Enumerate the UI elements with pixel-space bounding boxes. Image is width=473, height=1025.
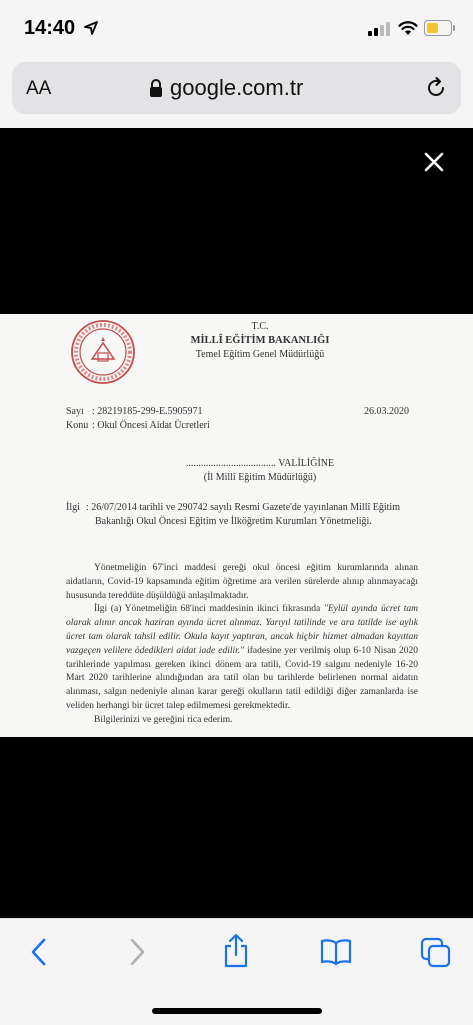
paragraph-3: Bilgilerinizi ve gereğini rica ederim. bbox=[94, 714, 233, 725]
paragraph-2-start: İlgi (a) Yönetmeliğin 68'inci maddesinin ikinci fıkrasında bbox=[94, 604, 324, 615]
recipient-subline: (İl Millî Eğitim Müdürlüğü) bbox=[203, 472, 317, 483]
bookmarks-icon[interactable] bbox=[320, 937, 352, 967]
image-viewer bbox=[0, 128, 473, 918]
browser-address-area bbox=[0, 58, 473, 128]
battery-icon bbox=[424, 20, 452, 36]
ilgi-line1: : 26/07/2014 tarihli ve 290742 sayılı Resmi Gazete'de yayınlanan Millî Eğitim bbox=[86, 502, 400, 513]
close-icon[interactable] bbox=[424, 152, 444, 172]
back-chevron-icon[interactable] bbox=[28, 937, 50, 967]
document-date: 26.03.2020 bbox=[364, 406, 409, 417]
cellular-signal-icon bbox=[368, 22, 392, 36]
bottom-toolbar bbox=[0, 918, 473, 1025]
paragraph-2-end: ifadesine yer verilmiş olup 6-10 Nisan 2020 tarihlerinde yapılması gereken ikinci dönem ara tatili, Covid-19 salgını nedeniyle 16-20 Mart 2020 tarihlerine alındığından ara tatil olan bu tarihlerde belirlenen normal aidatın alınması, salgın nedeniyle alınan karar gereği okulların tatil edildiği diğer zamanlarda ise veliden herhangi bir ücret talep edilmemesi gerekmektedir. bbox=[66, 645, 418, 711]
sayi-value: : 28219185-299-E.5905971 bbox=[92, 406, 203, 417]
header-line-tc: T.C. bbox=[251, 321, 269, 332]
address-bar[interactable] bbox=[12, 62, 461, 114]
share-icon[interactable] bbox=[222, 933, 250, 969]
location-arrow-icon bbox=[84, 21, 98, 35]
recipient-line: .................................... VALİLİĞİNE bbox=[185, 458, 335, 469]
ilgi-line2: Bakanlığı Okul Öncesi Eğitim ve İlköğretim Kurumları Yönetmeliği. bbox=[95, 516, 372, 527]
document-image bbox=[0, 314, 473, 737]
reload-icon[interactable] bbox=[424, 76, 448, 100]
sayi-label: Sayı bbox=[66, 406, 84, 417]
url-text[interactable]: google.com.tr bbox=[170, 75, 304, 100]
lock-icon bbox=[148, 78, 164, 98]
document-body bbox=[66, 562, 418, 728]
tabs-icon[interactable] bbox=[420, 937, 452, 969]
ilgi-label: İlgi bbox=[66, 502, 80, 513]
header-ministry: MİLLÎ EĞİTİM BAKANLIĞI bbox=[190, 335, 330, 346]
paragraph-2 bbox=[66, 603, 418, 713]
paragraph-2-quote: "Eylül ayında ücret tam olarak alınır ancak haziran ayında ücret alınmaz. Yarıyıl tatilinde ve ara tatilde ise aylık ücret tam olarak tahsil edilir. Okula kayıt yaptıran, ancak hiçbir hizmet almadan kayıttan vazgeçen velilere ödedikleri aidat iade edilir." bbox=[66, 604, 418, 656]
home-indicator bbox=[152, 1008, 322, 1014]
konu-value: : Okul Öncesi Aidat Ücretleri bbox=[92, 420, 210, 431]
paragraph-1: Yönetmeliğin 67'inci maddesi gereği okul öncesi eğitim kurumlarında alınan aidatların, Covid-19 kapsamında eğitim öğretime ara verilen sürelerde alınıp alınmayacağı hususunda tereddüte düşüldüğü anlaşılmaktadır. bbox=[66, 563, 418, 601]
wifi-icon bbox=[398, 21, 418, 36]
text-size-button[interactable]: AA bbox=[26, 78, 52, 99]
status-time: 14:40 bbox=[24, 17, 76, 39]
header-directorate: Temel Eğitim Genel Müdürlüğü bbox=[195, 349, 325, 360]
ministry-seal-icon bbox=[70, 319, 136, 385]
status-bar bbox=[0, 0, 473, 58]
konu-label: Konu bbox=[66, 420, 89, 431]
forward-chevron-icon[interactable] bbox=[126, 937, 148, 967]
